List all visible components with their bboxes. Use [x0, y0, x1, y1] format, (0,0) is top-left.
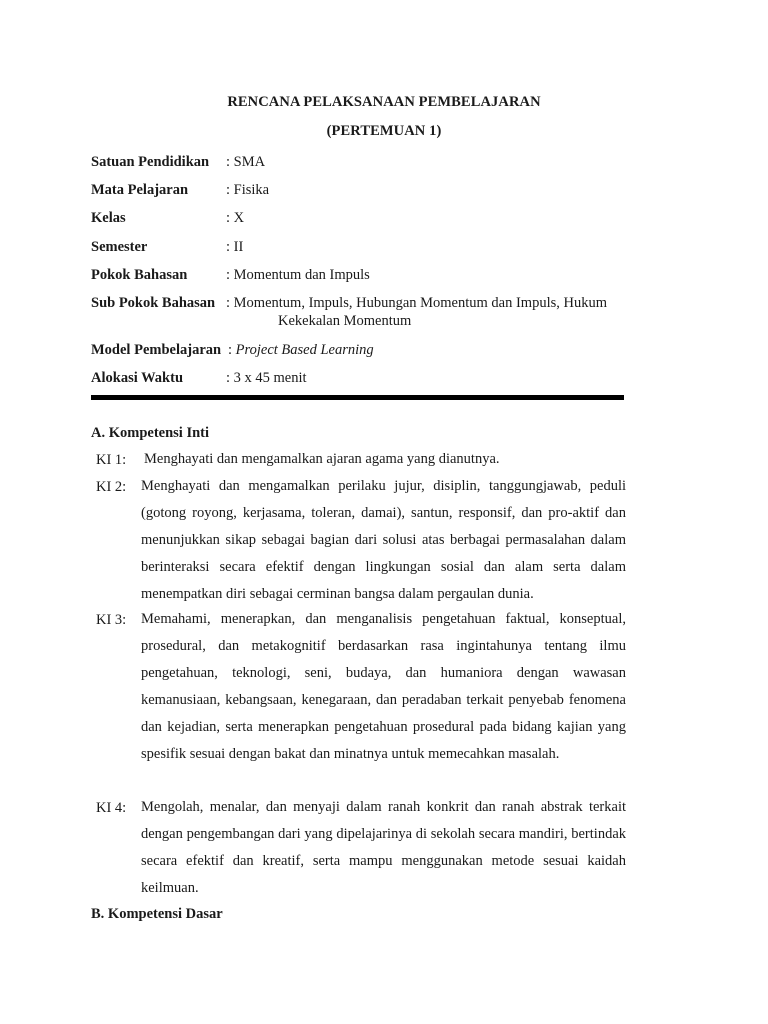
- info-label: Pokok Bahasan: [91, 267, 188, 283]
- info-label: Sub Pokok Bahasan: [91, 295, 216, 311]
- ki-text: Menghayati dan mengamalkan perilaku jujur, disiplin, tanggungjawab, peduli (gotong royong, kerjasama, toleran, damai), santun, responsif, dan pro-aktif dan menunjukkan sikap sebagai bagian dari solusi atas berbagai permasalahan dalam berinteraksi secara efektif dengan lingkungan sosial dan alam serta dalam menempatkan diri sebagai cerminan bangsa dalam pergaulan dunia.: [141, 478, 626, 602]
- info-label: Model Pembelajaran: [91, 342, 222, 358]
- info-label: Kelas: [91, 210, 126, 226]
- info-value: : Momentum dan Impuls: [226, 267, 370, 283]
- info-value: : Momentum, Impuls, Hubungan Momentum dan Impuls, Hukum: [226, 295, 608, 311]
- ki-label: KI 2:: [96, 479, 127, 495]
- info-value: : II: [226, 239, 244, 255]
- section-heading-kompetensi-inti: A. Kompetensi Inti: [91, 425, 210, 441]
- info-label: Satuan Pendidikan: [91, 154, 210, 170]
- info-value: : SMA: [226, 154, 266, 170]
- section-heading-kompetensi-dasar: B. Kompetensi Dasar: [91, 906, 223, 922]
- document-subtitle: (PERTEMUAN 1): [326, 123, 442, 139]
- info-label: Semester: [91, 239, 148, 255]
- info-value: [228, 341, 374, 359]
- info-value-prefix: :: [228, 342, 233, 358]
- info-value: : Fisika: [226, 182, 270, 198]
- ki-text: Mengolah, menalar, dan menyaji dalam ranah konkrit dan ranah abstrak terkait dengan pengembangan dari yang dipelajarinya di sekolah secara mandiri, bertindak secara efektif dan kreatif, serta mampu menggunakan metode sesuai kaidah keilmuan.: [141, 799, 626, 896]
- info-label: Mata Pelajaran: [91, 182, 189, 198]
- horizontal-rule: [91, 395, 624, 400]
- info-label: Alokasi Waktu: [91, 370, 184, 386]
- info-value: : X: [226, 210, 245, 226]
- ki-label: KI 1:: [96, 452, 127, 468]
- document-title: RENCANA PELAKSANAAN PEMBELAJARAN: [227, 94, 541, 110]
- ki-text: Memahami, menerapkan, dan menganalisis pengetahuan faktual, konseptual, prosedural, dan metakognitif berdasarkan rasa ingintahunya tentang ilmu pengetahuan, teknologi, seni, budaya, dan humaniora dengan wawasan kemanusiaan, kebangsaan, kenegaraan, dan peradaban terkait penyebab fenomena dan kejadian, serta menerapkan pengetahuan prosedural pada bidang kajian yang spesifik sesuai dengan bakat dan minatnya untuk memecahkan masalah.: [141, 611, 626, 762]
- info-value-italic: Project Based Learning: [235, 342, 374, 358]
- info-value-continuation: Kekekalan Momentum: [278, 313, 412, 329]
- ki-label: KI 4:: [96, 800, 127, 816]
- ki-label: KI 3:: [96, 612, 127, 628]
- ki-text: Menghayati dan mengamalkan ajaran agama yang dianutnya.: [144, 451, 500, 467]
- info-value: : 3 x 45 menit: [226, 370, 307, 386]
